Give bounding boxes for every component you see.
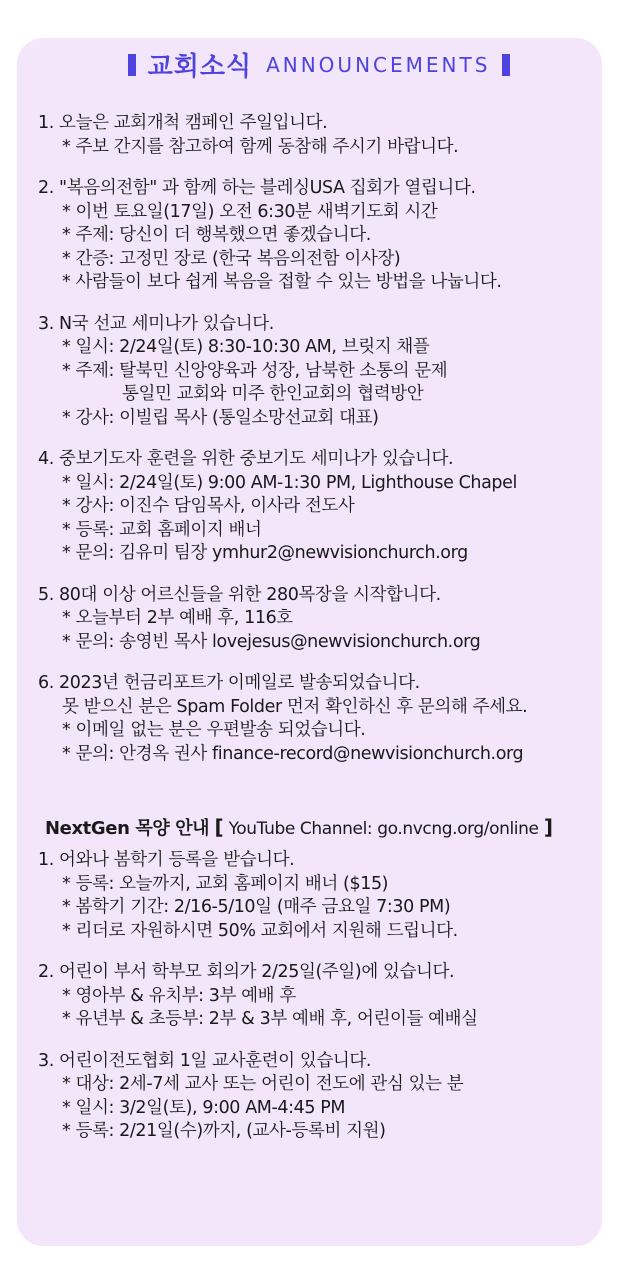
announcement-detail: * 강사: 이빌립 목사 (통일소망선교회 대표) xyxy=(62,407,379,428)
announcement-detail: * 주보 간지를 참고하여 함께 동참해 주시기 바랍니다. xyxy=(62,136,459,157)
title-bar-right-icon xyxy=(502,54,510,76)
announcement-item-2 xyxy=(38,177,593,295)
announcement-heading: 1. 오늘은 교회개척 캠페인 주일입니다. xyxy=(38,113,328,133)
nextgen-detail: * 등록: 2/21일(수)까지, (교사-등록비 지원) xyxy=(62,1121,386,1141)
nextgen-heading: 3. 어린이전도협회 1일 교사훈련이 있습니다. xyxy=(38,1050,372,1071)
announcement-detail: * 문의: 송영빈 목사 lovejesus@newvisionchurch.org xyxy=(62,631,481,652)
announcement-list xyxy=(38,112,593,784)
nextgen-detail: * 등록: 오늘까지, 교회 홈페이지 배너 ($15) xyxy=(62,873,389,894)
nextgen-header xyxy=(45,814,553,840)
nextgen-detail: * 리더로 자원하시면 50% 교회에서 지원해 드립니다. xyxy=(62,920,458,941)
announcement-detail-continued: 통일민 교회와 미주 한인교회의 협력방안 xyxy=(122,384,424,404)
nextgen-title: NextGen 목양 안내 xyxy=(45,818,210,839)
announcement-item-4 xyxy=(38,448,593,566)
title-bar-left-icon xyxy=(128,54,136,76)
nextgen-detail: * 일시: 3/2일(토), 9:00 AM-4:45 PM xyxy=(62,1097,346,1118)
announcement-detail: * 강사: 이진수 담임목사, 이사라 전도사 xyxy=(62,496,355,516)
announcement-detail: * 이번 토요일(17일) 오전 6:30분 새벽기도회 시간 xyxy=(62,201,438,222)
announcement-detail: * 사람들이 보다 쉽게 복음을 접할 수 있는 방법을 나눕니다. xyxy=(62,272,502,292)
announcement-detail: * 오늘부터 2부 예배 후, 116호 xyxy=(62,608,293,628)
title-korean: 교회소식 xyxy=(147,52,253,82)
announcement-detail: * 주제: 탈북민 신앙양육과 성장, 남북한 소통의 문제 xyxy=(62,360,448,381)
nextgen-detail: * 봄학기 기간: 2/16-5/10일 (매주 금요일 7:30 PM) xyxy=(62,897,451,917)
nextgen-detail: * 유년부 & 초등부: 2부 & 3부 예배 후, 어린이들 예배실 xyxy=(62,1009,478,1029)
announcement-detail: 못 받으신 분은 Spam Folder 먼저 확인하신 후 문의해 주세요. xyxy=(62,696,528,717)
bracket-close: ] xyxy=(543,815,553,839)
title-english: ANNOUNCEMENTS xyxy=(266,52,491,77)
nextgen-item-1 xyxy=(38,849,593,943)
announcement-detail: * 문의: 안경옥 권사 finance-record@newvisionchurch.org xyxy=(62,743,524,764)
announcement-detail: * 주제: 당신이 더 행복했으면 좋겠습니다. xyxy=(62,225,371,245)
announcement-detail: * 일시: 2/24일(토) 9:00 AM-1:30 PM, Lighthouse Chapel xyxy=(62,472,517,493)
announcement-item-1 xyxy=(38,112,593,159)
nextgen-heading: 2. 어린이 부서 학부모 회의가 2/25일(주일)에 있습니다. xyxy=(38,962,455,982)
nextgen-detail: * 대상: 2세-7세 교사 또는 어린이 전도에 관심 있는 분 xyxy=(62,1074,464,1094)
announcement-heading: 3. N국 선교 세미나가 있습니다. xyxy=(38,313,274,334)
announcement-detail: * 일시: 2/24일(토) 8:30-10:30 AM, 브릿지 채플 xyxy=(62,337,430,357)
announcement-heading: 4. 중보기도자 훈련을 위한 중보기도 세미나가 있습니다. xyxy=(38,449,454,469)
announcement-item-3 xyxy=(38,313,593,431)
announcement-heading: 2. "복음의전함" 과 함께 하는 블레싱USA 집회가 열립니다. xyxy=(38,178,476,198)
announcements-title xyxy=(0,46,638,83)
announcement-heading: 5. 80대 이상 어르신들을 위한 280목장을 시작합니다. xyxy=(38,584,441,605)
nextgen-item-2 xyxy=(38,961,593,1032)
announcement-detail: * 간증: 고정민 장로 (한국 복음의전함 이사장) xyxy=(62,248,401,269)
announcement-detail: * 문의: 김유미 팀장 ymhur2@newvisionchurch.org xyxy=(62,543,468,563)
announcement-heading: 6. 2023년 헌금리포트가 이메일로 발송되었습니다. xyxy=(38,673,420,693)
nextgen-detail: * 영아부 & 유치부: 3부 예배 후 xyxy=(62,985,296,1006)
announcement-detail: * 이메일 없는 분은 우편발송 되었습니다. xyxy=(62,720,366,740)
announcement-detail: * 등록: 교회 홈페이지 배너 xyxy=(62,519,262,540)
announcement-item-6 xyxy=(38,672,593,766)
nextgen-heading: 1. 어와나 봄학기 등록을 받습니다. xyxy=(38,850,295,870)
youtube-channel-text: YouTube Channel: go.nvcng.org/online xyxy=(228,819,539,839)
announcement-item-5 xyxy=(38,584,593,655)
nextgen-item-3 xyxy=(38,1050,593,1144)
nextgen-list xyxy=(38,849,593,1162)
bracket-open: [ xyxy=(214,815,224,839)
